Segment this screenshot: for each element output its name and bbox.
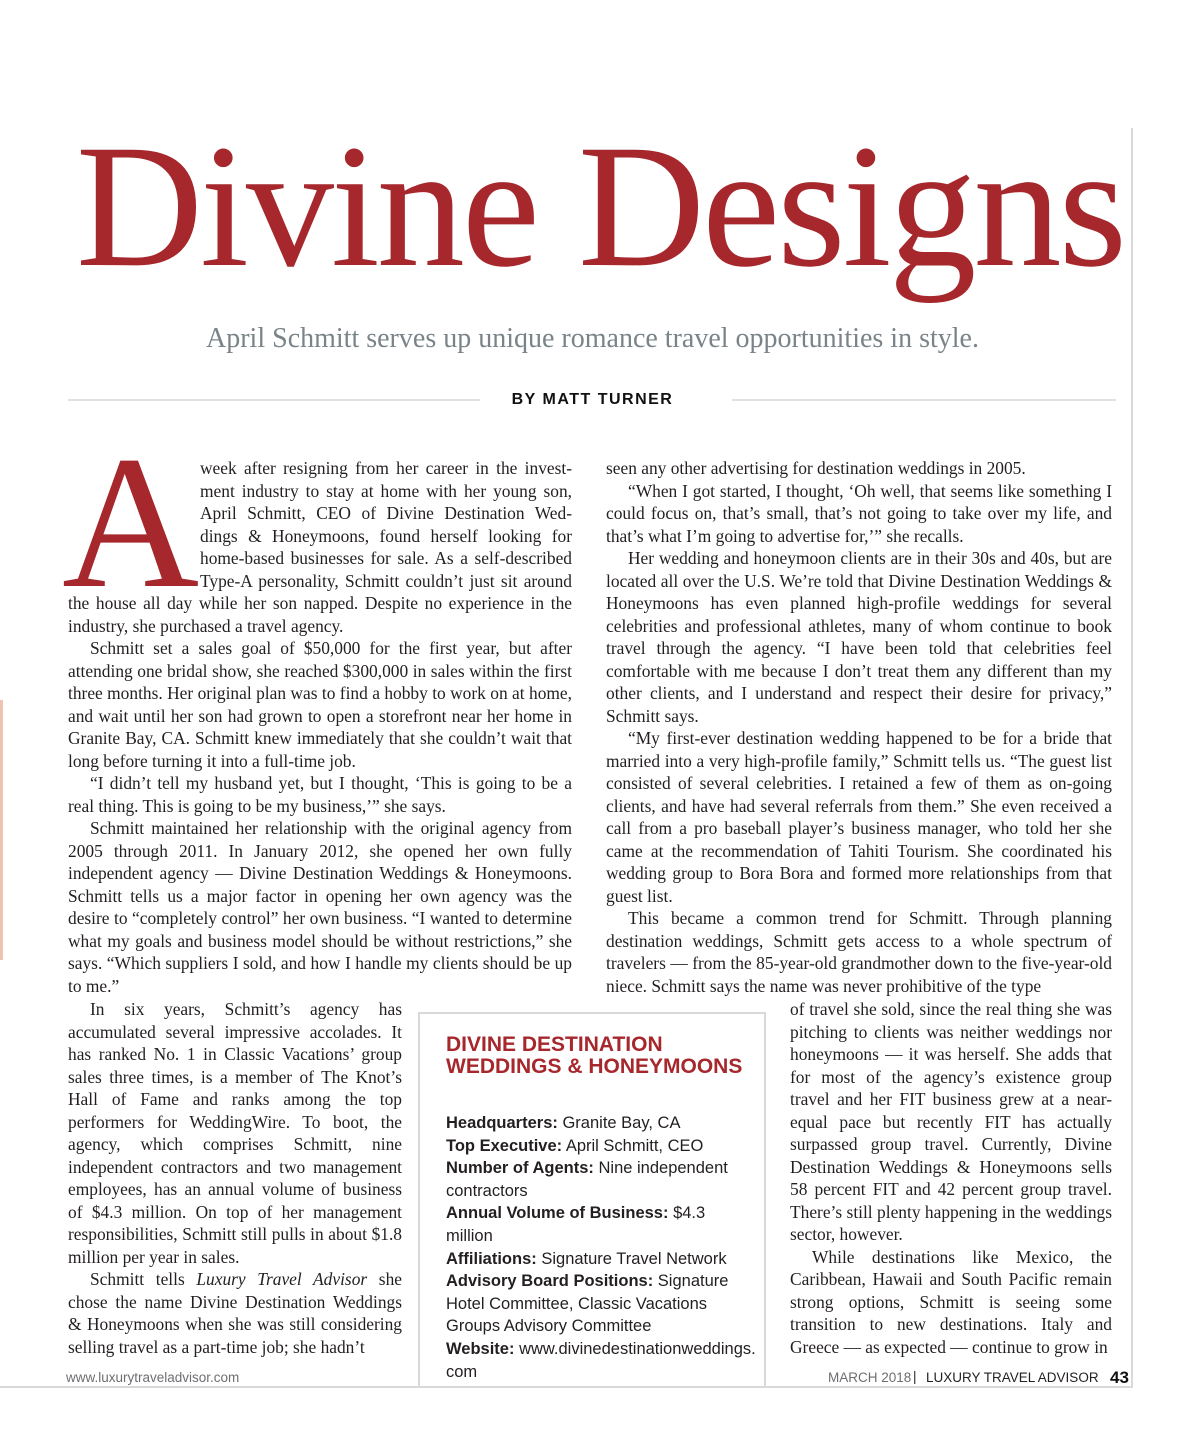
body-paragraph: In six years, Schmitt’s agency has accumulated several impressive accolades. It has ranked No. 1 in Classic Vacations’ group sales three times, is a member of The Knot’s Hall of Fame and ranks among the top performers for WeddingWire. To boot, the agency, which comprises Schmitt, nine independent contractors and two management employees, has an annual volume of business of $4.3 million. On top of her management responsibilities, Schmitt still pulls in about $1.8 million per year in sales. (68, 999, 402, 1267)
body-paragraph: seen any other advertising for destination weddings in 2005. (606, 458, 1026, 478)
body-paragraph: While destinations like Mexico, the Caribbean, Hawaii and South Pacific remain strong options, Schmitt is seeing some transition to new destinations. Italy and Greece — as expected — continue to grow in (790, 1246, 1112, 1357)
article-title: Divine Designs (75, 109, 1125, 304)
body-line: dings & Honeymoons, found herself looking for (200, 525, 572, 546)
fact-value: Nine independent contractors (446, 1159, 728, 1200)
body-paragraph: “My first-ever destination wedding happened to be for a bride that married into a very high-profile family,” Schmitt tells us. “The guest list consisted of several celebrities. I retained a few of them as on-going clients, and have had several referrals from them.” She even received a call from a pro baseball player’s business manager, who told her she came at the recommendation of Tahiti Tourism. She coordinated his wedding group to Bora Bora and formed more relationships from that guest list. (606, 728, 1112, 906)
body-paragraph: the house all day while her son napped. Despite no experience in the industry, she purchased a travel agency. (68, 593, 572, 636)
body-text: she chose the name Divine Destination Weddings & Honeymoons when she was still considering selling travel as a part-time job; she hadn’t (68, 1269, 402, 1357)
website-link[interactable]: www.divinedestinationweddings.com (446, 1339, 756, 1381)
footer-separator: | (913, 1369, 917, 1384)
fact-value: Signature Hotel Committee, Classic Vacations Groups Advisory Committee (446, 1272, 729, 1336)
body-paragraph: Schmitt maintained her relationship with the original agency from 2005 through 2011. In January 2012, she opened her own fully independent agency — Divine Destination Weddings & Honeymoons. Schmitt tells us a major factor in opening her own agency was the desire to “completely control” her own business. “I wanted to determine what my goals and business model should be without restrictions,” she says. “Which suppliers I sold, and how I handle my clients should be up to me.” (68, 818, 572, 996)
fact-headquarters (446, 1112, 756, 1135)
body-line: home-based businesses for sale. As a self-described (200, 548, 572, 568)
body-line: ment industry to stay at home with her young son, (200, 480, 572, 501)
fact-label: Advisory Board Positions: (446, 1272, 654, 1291)
byline: BY MATT TURNER (511, 391, 674, 408)
fact-volume (446, 1202, 756, 1247)
fact-value: Signature Travel Network (541, 1249, 727, 1268)
fact-box (418, 1012, 766, 1386)
fact-label: Website: (446, 1339, 515, 1358)
page-frame-bottom-rule (0, 1386, 1133, 1388)
page-number: 43 (1110, 1368, 1129, 1387)
fact-label: Number of Agents: (446, 1159, 594, 1178)
footer-url[interactable]: www.luxurytraveladvisor.com (66, 1370, 240, 1385)
body-paragraph: “I didn’t tell my husband yet, but I thought, ‘This is going to be a real thing. This is going to be my business,’” she says. (68, 773, 572, 816)
fact-label: Affiliations: (446, 1249, 537, 1268)
article-deck: April Schmitt serves up unique romance travel opportunities in style. (206, 323, 979, 354)
column-2 (606, 457, 1112, 997)
publication-name: Luxury Travel Advisor (196, 1269, 368, 1289)
fact-box-heading: DIVINE DESTINATION WEDDINGS & HONEYMOONS (446, 1033, 743, 1078)
page-edge-mark (0, 700, 3, 960)
fact-value: April Schmitt, CEO (565, 1136, 704, 1155)
fact-executive (446, 1135, 756, 1158)
column-1-dropcap-lines (200, 457, 572, 592)
column-3 (790, 998, 1112, 1358)
fact-value: Granite Bay, CA (562, 1114, 681, 1132)
body-line: Type-A personality, Schmitt couldn’t just sit around (200, 570, 572, 591)
fact-advisory-board (446, 1270, 756, 1338)
fact-value: $4.3 million (446, 1204, 706, 1245)
fact-agents (446, 1157, 756, 1202)
body-paragraph (68, 1268, 402, 1358)
fact-box-body (446, 1112, 756, 1383)
body-text: Schmitt tells (90, 1269, 197, 1289)
fact-label: Annual Volume of Business: (446, 1204, 669, 1223)
byline-rule-right (732, 399, 1116, 401)
body-paragraph: Her wedding and honeymoon clients are in their 30s and 40s, but are located all over the U.S. We’re told that Divine Destination Weddings & Honeymoons has even planned high-profile weddings for several celebrities and professional athletes, many of whom continue to book travel through the agency. “I have been told that celebrities feel comfortable with me because I don’t treat them any different than my other clients, and I understand and respect their desire for privacy,” Schmitt says. (606, 548, 1112, 726)
drop-cap: A (62, 418, 200, 628)
footer-date: MARCH 2018 (828, 1370, 912, 1385)
body-paragraph: “When I got started, I thought, ‘Oh well, that seems like something I could focus on, that’s small, that’s not going to take over my life, and that’s what I’m going to advertise for,’” she recalls. (606, 480, 1112, 546)
column-1-lower (68, 998, 402, 1358)
body-paragraph: Schmitt set a sales goal of $50,000 for the first year, but after attending one bridal show, she reached $300,000 in sales within the first three months. Her original plan was to find a hobby to work on at home, and wait until her son had grown to open a storefront near her home in Granite Bay, CA. Schmitt knew immediately that she couldn’t wait that long before turning it into a full-time job. (68, 638, 572, 771)
footer-publication: LUXURY TRAVEL ADVISOR (926, 1370, 1099, 1385)
fact-label: Headquarters: (446, 1114, 558, 1132)
page-frame-right-rule (1131, 128, 1133, 1388)
body-paragraph: This became a common trend for Schmitt. Through planning destination weddings, Schmitt gets access to a whole spectrum of travelers — from the 85-year-old grandmother down to the five-year-old niece. Schmitt says the name was never prohibitive of the type (606, 908, 1112, 996)
column-1-upper (68, 592, 572, 997)
fact-affiliations (446, 1248, 756, 1271)
body-line: week after resigning from her career in the invest- (200, 458, 572, 478)
body-paragraph: of travel she sold, since the real thing she was pitching to clients was neither weddings nor honeymoons — it was herself. She adds that for most of the agency’s existence group travel and her FIT business grew at a near-equal pace but recently FIT has actually surpassed group travel. Currently, Divine Destination Weddings & Honeymoons sells 58 percent FIT and 42 percent group travel. There’s still plenty happening in the weddings sector, however. (790, 999, 1112, 1244)
body-line: April Schmitt, CEO of Divine Destination Wed- (200, 503, 572, 523)
fact-website (446, 1338, 756, 1383)
fact-label: Top Executive: (446, 1136, 563, 1155)
